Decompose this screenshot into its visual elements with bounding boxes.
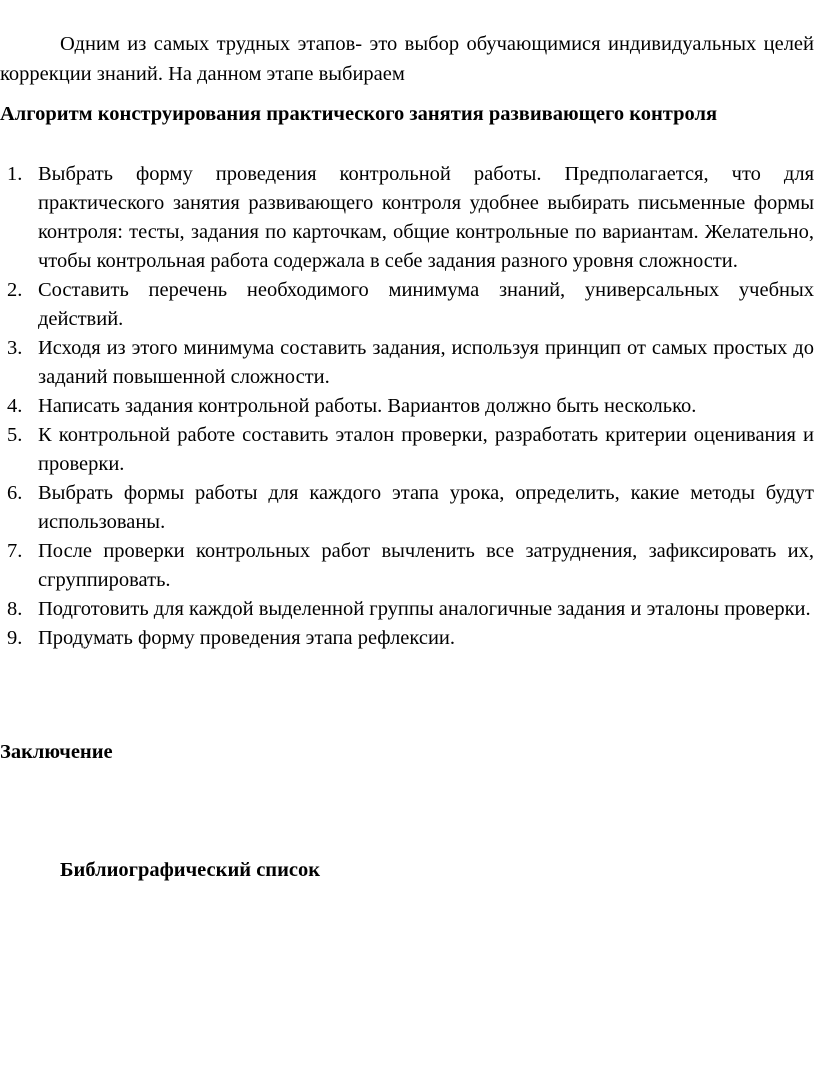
intro-paragraph: Одним из самых трудных этапов- это выбор обучающимися индивидуальных целей коррекции знаний. На данном этапе выбираем [0, 33, 814, 85]
list-item [0, 276, 816, 334]
step-number: 2. [7, 279, 23, 301]
list-item [0, 479, 816, 537]
step-number: 1. [7, 163, 23, 185]
list-item [0, 624, 816, 653]
list-item [0, 421, 816, 479]
step-text: Выбрать формы работы для каждого этапа урока, определить, какие методы будут использованы. [38, 482, 814, 533]
bibliography-heading: Библиографический список [60, 859, 321, 881]
step-number: 8. [7, 598, 23, 620]
step-number: 4. [7, 395, 23, 417]
step-text: Подготовить для каждой выделенной группы аналогичные задания и эталоны проверки. [38, 598, 811, 620]
step-text: Составить перечень необходимого минимума знаний, универсальных учебных действий. [38, 279, 814, 330]
list-item [0, 392, 816, 421]
step-number: 6. [7, 482, 23, 504]
step-number: 5. [7, 424, 23, 446]
list-item [0, 334, 816, 392]
step-text: Выбрать форму проведения контрольной работы. Предполагается, что для практического занятия развивающего контроля удобнее выбирать письменные формы контроля: тесты, задания по карточкам, общие контрольные по вариантам. Желательно, чтобы контрольная работа содержала в себе задания разного уровня сложности. [38, 163, 814, 272]
step-text: Исходя из этого минимума составить задания, используя принцип от самых простых до заданий повышенной сложности. [38, 337, 814, 388]
list-item [0, 160, 816, 276]
conclusion-heading: Заключение [0, 741, 113, 763]
step-text: К контрольной работе составить эталон проверки, разработать критерии оценивания и проверки. [38, 424, 814, 475]
algorithm-steps-list [0, 160, 816, 653]
step-number: 7. [7, 540, 23, 562]
list-item [0, 595, 816, 624]
step-text: Написать задания контрольной работы. Вариантов должно быть несколько. [38, 395, 697, 417]
step-number: 9. [7, 627, 23, 649]
step-text: После проверки контрольных работ вычленить все затруднения, зафиксировать их, сгруппировать. [38, 540, 814, 591]
algorithm-heading: Алгоритм конструирования практического занятия развивающего контроля [0, 103, 718, 125]
step-text: Продумать форму проведения этапа рефлексии. [38, 627, 456, 649]
step-number: 3. [7, 337, 23, 359]
list-item [0, 537, 816, 595]
